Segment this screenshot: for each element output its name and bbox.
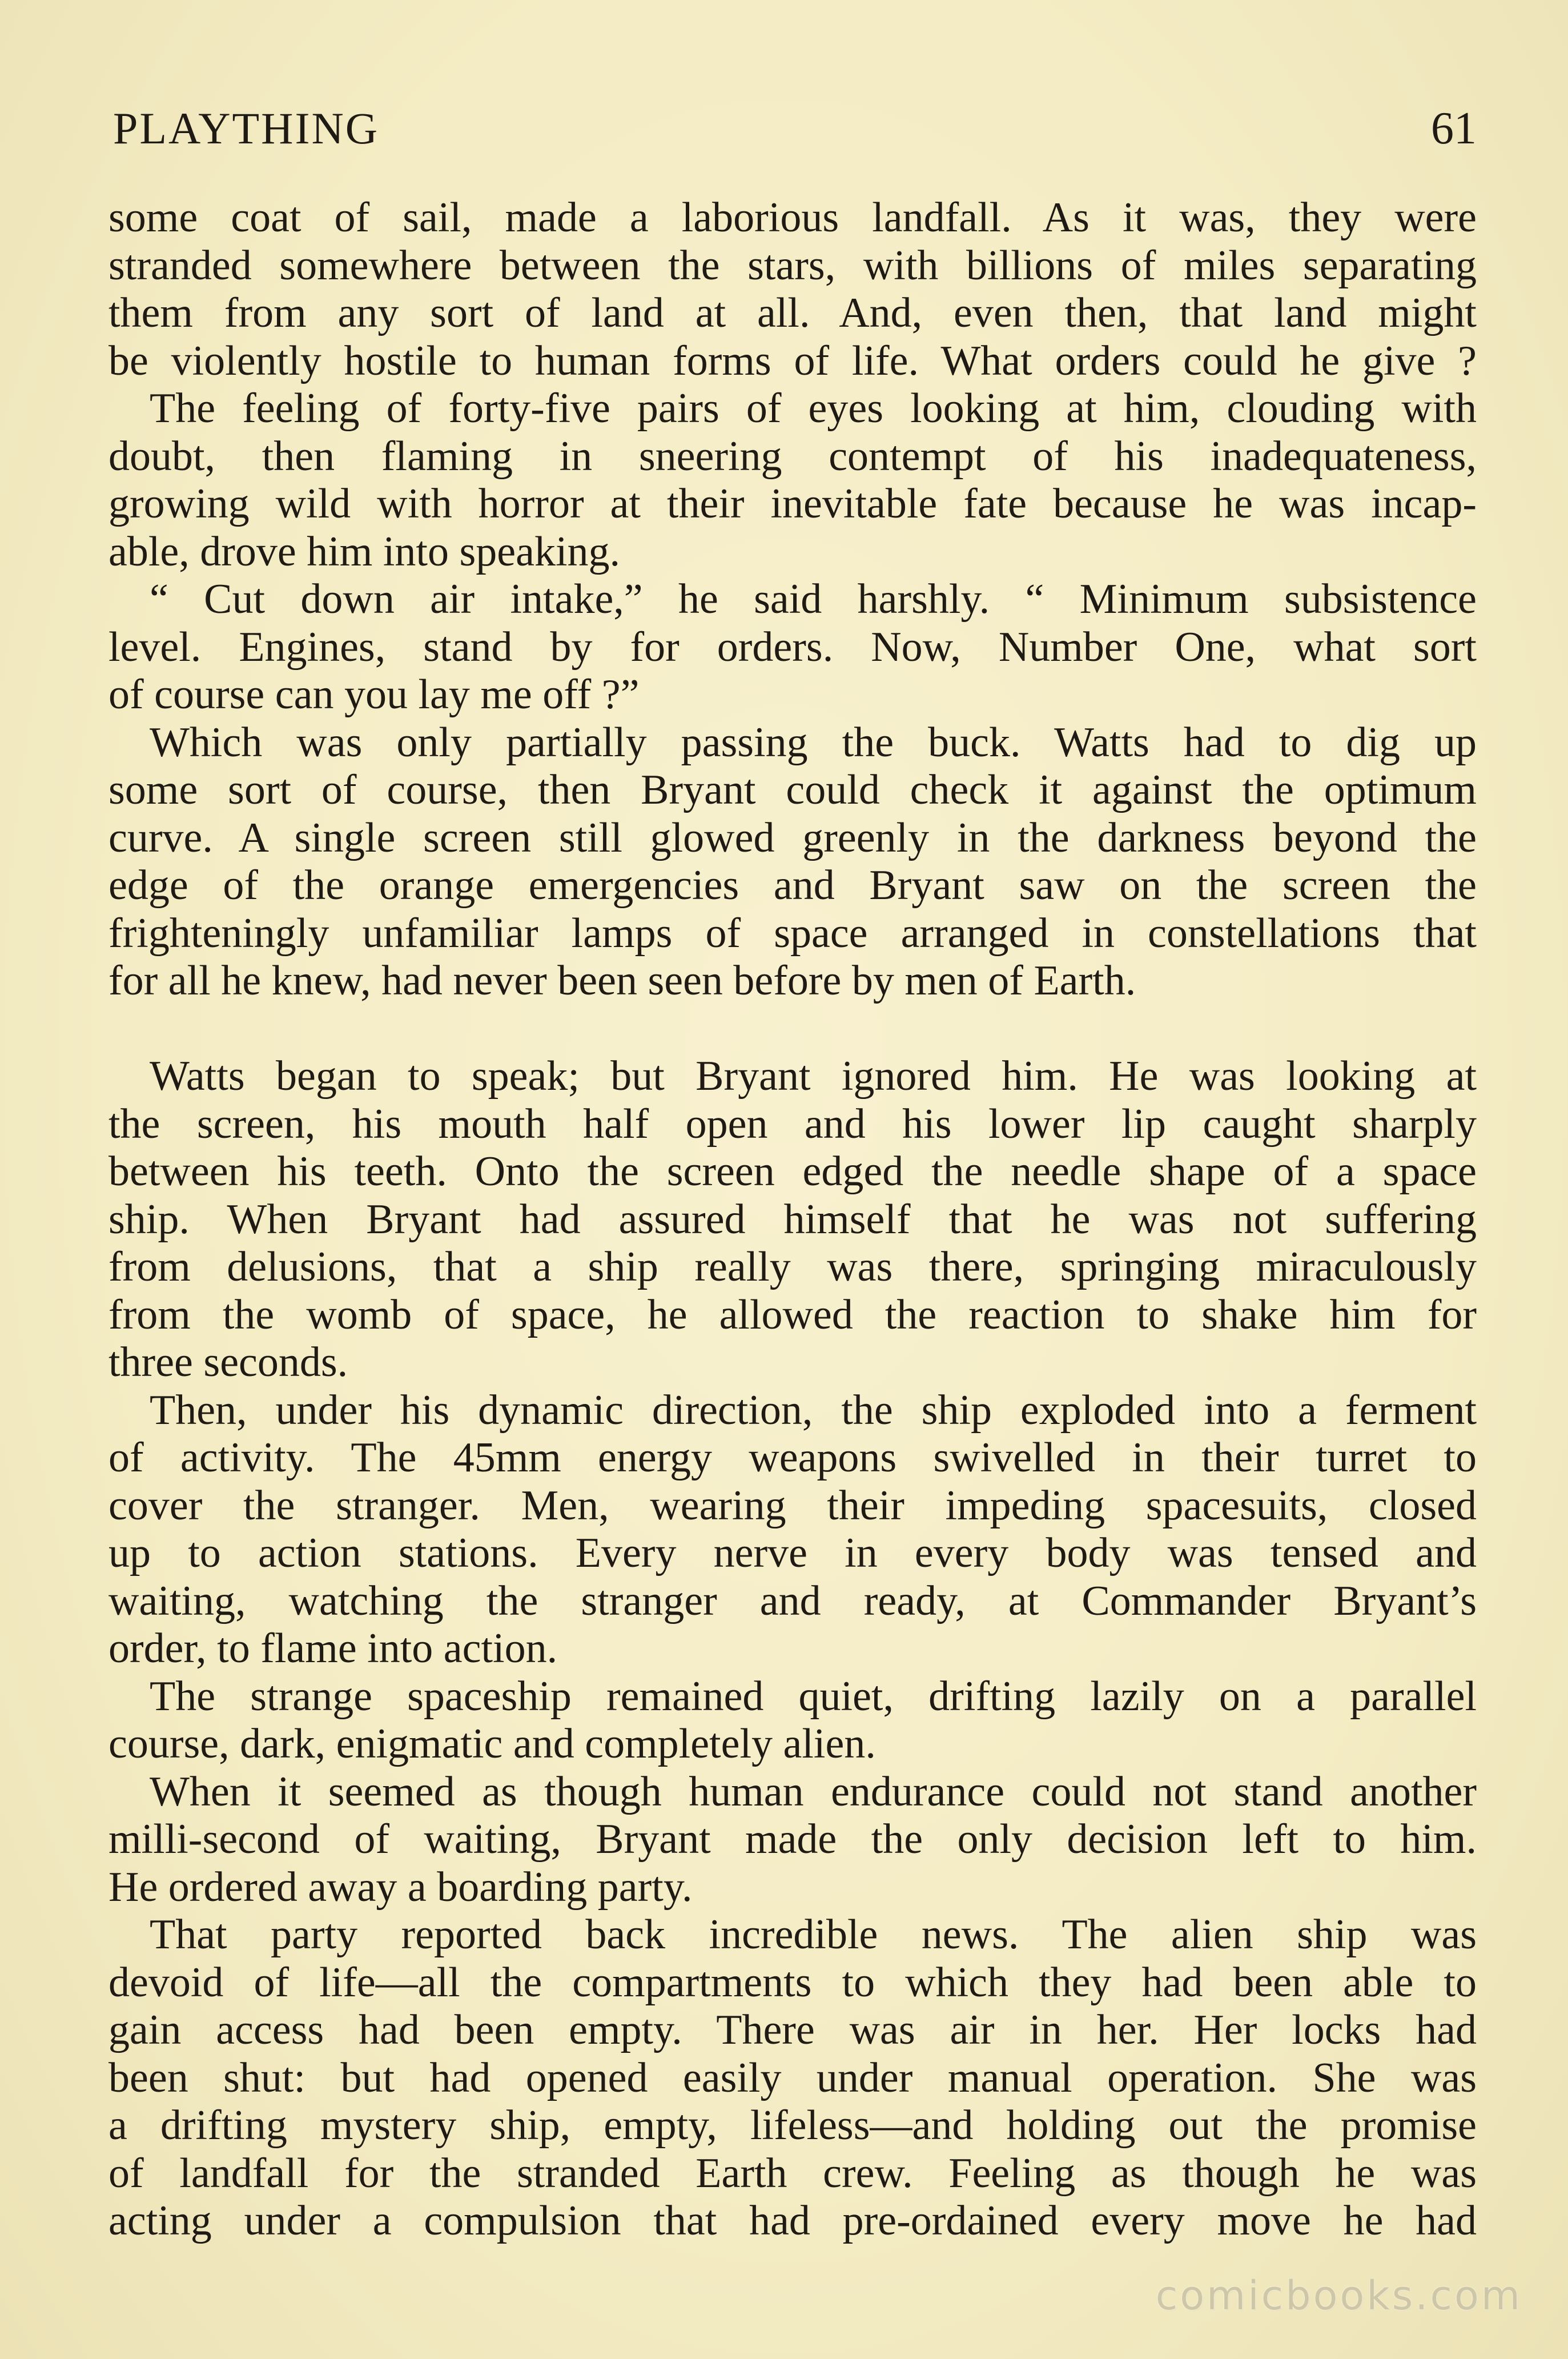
text-line: course, dark, enigmatic and completely alien. bbox=[108, 1720, 876, 1767]
text-line: from the womb of space, he allowed the reaction to shake him for bbox=[108, 1291, 1477, 1338]
body-text bbox=[108, 194, 1477, 2245]
text-line: waiting, watching the stranger and ready, at Commander Bryant’s bbox=[108, 1577, 1477, 1624]
text-line: been shut: but had opened easily under manual operation. She was bbox=[108, 2054, 1477, 2101]
text-line: three seconds. bbox=[108, 1339, 348, 1386]
text-line: be violently hostile to human forms of life. What orders could he give ? bbox=[108, 337, 1477, 384]
text-line: some coat of sail, made a laborious landfall. As it was, they were bbox=[108, 194, 1477, 241]
text-line: “ Cut down air intake,” he said harshly. “ Minimum subsistence bbox=[150, 576, 1477, 623]
text-line: That party reported back incredible news. The alien ship was bbox=[150, 1911, 1477, 1958]
text-line: of activity. The 45mm energy weapons swivelled in their turret to bbox=[108, 1434, 1477, 1481]
text-line: curve. A single screen still glowed greenly in the darkness beyond the bbox=[108, 814, 1477, 861]
text-line: When it seemed as though human endurance could not stand another bbox=[150, 1768, 1477, 1815]
text-line: for all he knew, had never been seen before by men of Earth. bbox=[108, 957, 1136, 1004]
page-header bbox=[113, 97, 1477, 160]
text-line: of landfall for the stranded Earth crew. Feeling as though he was bbox=[108, 2149, 1477, 2197]
text-line: level. Engines, stand by for orders. Now, Number One, what sort bbox=[108, 623, 1477, 671]
text-line: the screen, his mouth half open and his lower lip caught sharply bbox=[108, 1100, 1477, 1148]
text-line: stranded somewhere between the stars, with billions of miles separating bbox=[108, 242, 1477, 289]
text-line: edge of the orange emergencies and Bryant saw on the screen the bbox=[108, 862, 1477, 909]
text-line: Which was only partially passing the buck. Watts had to dig up bbox=[150, 719, 1477, 766]
text-line: Watts began to speak; but Bryant ignored him. He was looking at bbox=[150, 1053, 1477, 1100]
text-line: order, to flame into action. bbox=[108, 1625, 558, 1672]
text-line: up to action stations. Every nerve in every body was tensed and bbox=[108, 1530, 1477, 1576]
text-line: acting under a compulsion that had pre-ordained every move he had bbox=[108, 2197, 1477, 2244]
paragraph-break bbox=[108, 1005, 1477, 1053]
text-line: from delusions, that a ship really was there, springing miraculously bbox=[108, 1243, 1477, 1290]
text-line: gain access had been empty. There was air in her. Her locks had bbox=[108, 2007, 1477, 2053]
running-head: PLAYTHING bbox=[113, 103, 380, 153]
text-line: doubt, then flaming in sneering contempt of his inadequateness, bbox=[108, 432, 1477, 480]
text-line: some sort of course, then Bryant could check it against the optimum bbox=[108, 767, 1477, 813]
text-line: growing wild with horror at their inevitable fate because he was incap- bbox=[108, 480, 1477, 527]
text-line: Then, under his dynamic direction, the ship exploded into a ferment bbox=[150, 1386, 1477, 1434]
text-line: frighteningly unfamiliar lamps of space arranged in constellations that bbox=[108, 909, 1477, 957]
text-line: milli-second of waiting, Bryant made the only decision left to him. bbox=[108, 1816, 1477, 1863]
text-line: The strange spaceship remained quiet, drifting lazily on a parallel bbox=[150, 1672, 1477, 1720]
page-number: 61 bbox=[1431, 103, 1477, 154]
text-line: cover the stranger. Men, wearing their impeding spacesuits, closed bbox=[108, 1482, 1477, 1529]
text-line: The feeling of forty-five pairs of eyes looking at him, clouding with bbox=[150, 385, 1477, 432]
text-line: of course can you lay me off ?” bbox=[108, 671, 640, 718]
watermark-logo: comicbooks.com bbox=[1155, 2272, 1522, 2319]
text-line: devoid of life—all the compartments to which they had been able to bbox=[108, 1959, 1477, 2006]
text-line: them from any sort of land at all. And, even then, that land might bbox=[108, 290, 1477, 336]
text-line: ship. When Bryant had assured himself that he was not suffering bbox=[108, 1195, 1477, 1243]
text-line: between his teeth. Onto the screen edged the needle shape of a space bbox=[108, 1148, 1477, 1195]
text-line: He ordered away a boarding party. bbox=[108, 1863, 693, 1911]
text-line: a drifting mystery ship, empty, lifeless—and holding out the promise bbox=[108, 2102, 1477, 2149]
text-line: able, drove him into speaking. bbox=[108, 528, 621, 575]
